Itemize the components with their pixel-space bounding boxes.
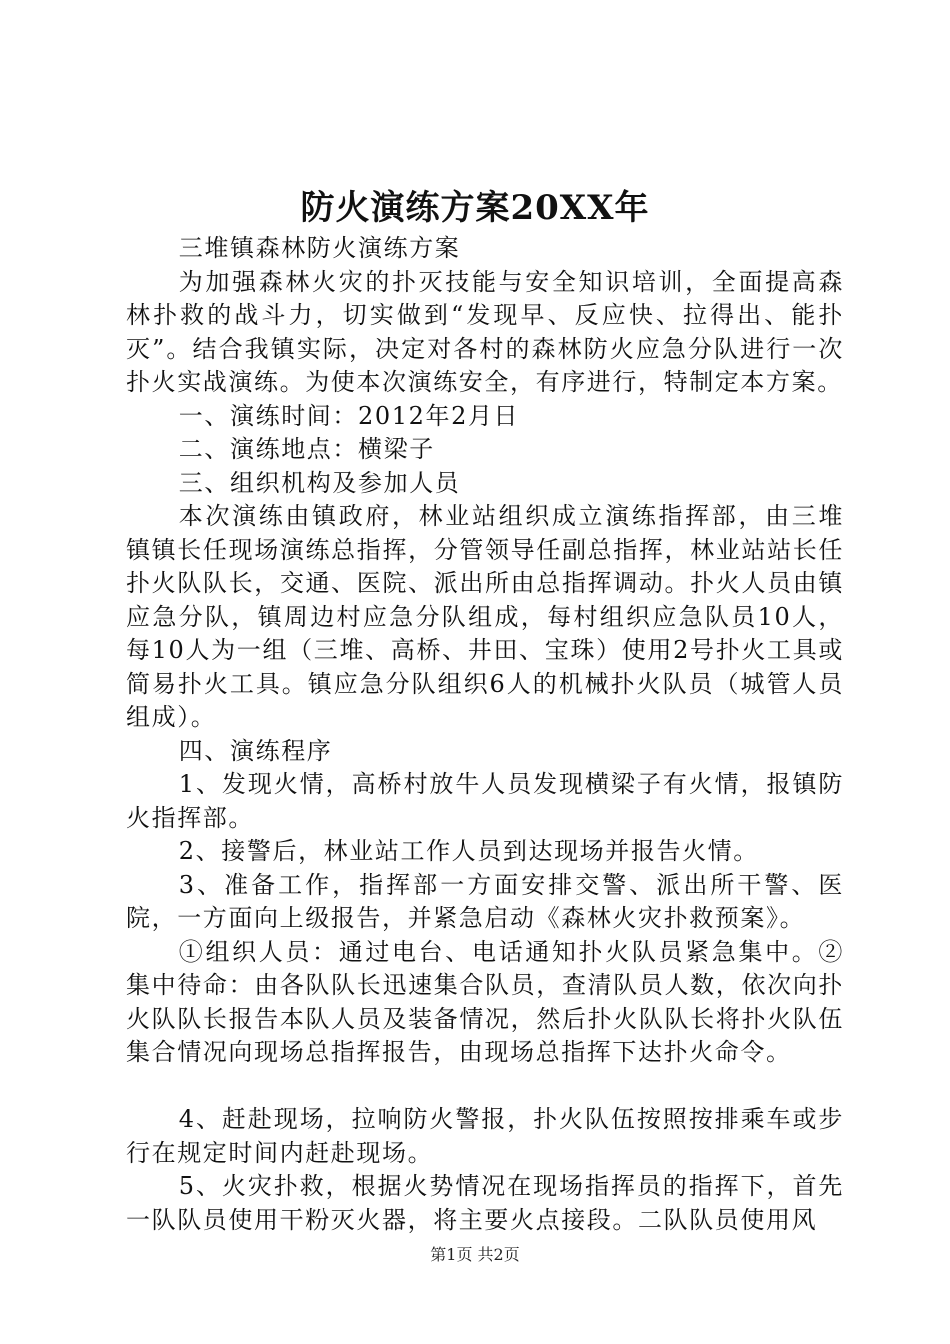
document-title: 防火演练方案20XX年 (300, 188, 650, 228)
section-time: 一、演练时间：2012年2月日 (178, 401, 520, 430)
document-body (126, 232, 844, 1237)
intro-paragraph: 为加强森林火灾的扑灭技能与安全知识培训，全面提高森林扑救的战斗力，切实做到“发现早、反应快、拉得出、能扑灭”。结合我镇实际，决定对各村的森林防火应急分队进行一次扑火实战演练。为使本次演练安全，有序进行，特制定本方案。 (126, 267, 844, 396)
section-procedure-heading: 四、演练程序 (178, 736, 333, 765)
procedure-step-2: 2、接警后，林业站工作人员到达现场并报告火情。 (178, 837, 759, 865)
subtitle-paragraph: 三堆镇森林防火演练方案 (178, 234, 461, 262)
paragraph-spacer (126, 1070, 844, 1104)
procedure-step-3: 3、准备工作，指挥部一方面安排交警、派出所干警、医院，一方面向上级报告，并紧急启动《森林火灾扑救预案》。 (126, 870, 844, 932)
procedure-step-3-details: ①组织人员：通过电台、电话通知扑火队员紧急集中。②集中待命：由各队队长迅速集合队员，查清队员人数，依次向扑火队队长报告本队人员及装备情况，然后扑火队队长将扑火队伍集合情况向现场总指挥报告，由现场总指挥下达扑火命令。 (126, 937, 844, 1066)
procedure-step-5: 5、火灾扑救，根据火势情况在现场指挥员的指挥下，首先一队队员使用干粉灭火器，将主要火点接段。二队队员使用风 (126, 1172, 844, 1234)
procedure-step-4: 4、赶赴现场，拉响防火警报，扑火队伍按照按排乘车或步行在规定时间内赶赴现场。 (126, 1105, 844, 1167)
organization-paragraph: 本次演练由镇政府，林业站组织成立演练指挥部，由三堆镇镇长任现场演练总指挥，分管领导任副总指挥，林业站站长任扑火队队长，交通、医院、派出所由总指挥调动。扑火人员由镇应急分队，镇周边村应急分队组成，每村组织应急队员10人，每10人为一组（三堆、高桥、井田、宝珠）使用2号扑火工具或简易扑火工具。镇应急分队组织6人的机械扑火队员（城管人员组成）。 (126, 502, 844, 731)
procedure-step-1: 1、发现火情，高桥村放牛人员发现横梁子有火情，报镇防火指挥部。 (126, 770, 844, 832)
section-organization-heading: 三、组织机构及参加人员 (178, 468, 461, 497)
page-footer: 第1页 共2页 (430, 1245, 520, 1264)
section-location: 二、演练地点：横梁子 (178, 435, 435, 463)
